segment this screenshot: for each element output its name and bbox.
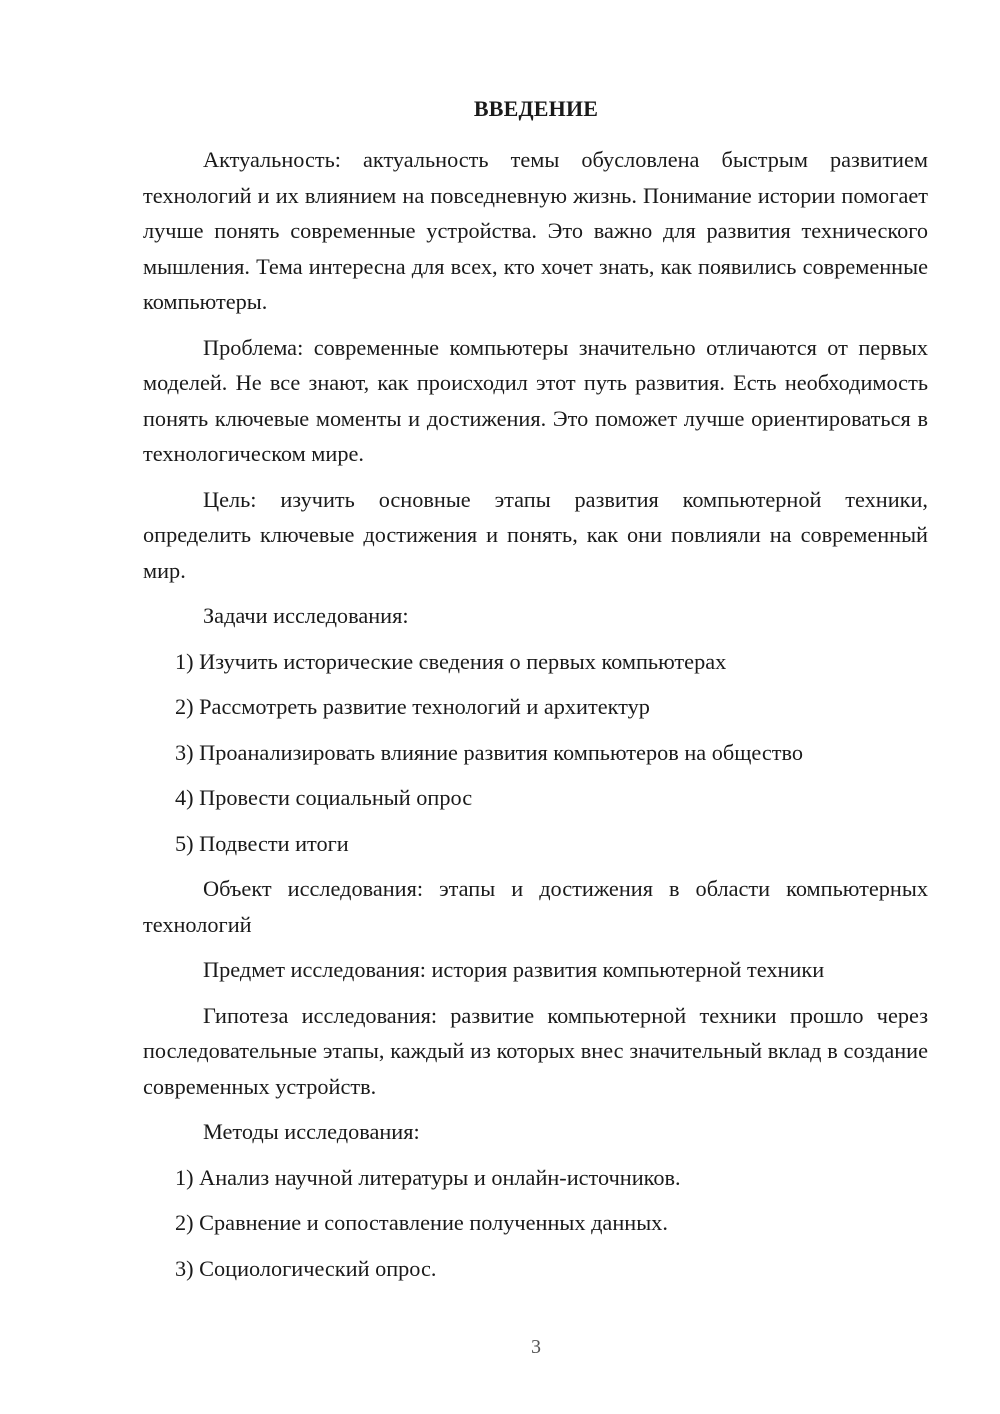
page-number: 3 (531, 1336, 541, 1358)
hypothesis-paragraph: Гипотеза исследования: развитие компьютерной техники прошло через последовательные этапы, каждый из которых внес значительный вклад в создание современных устройств. (143, 1002, 928, 1099)
task-item-3: 3) Проанализировать влияние развития компьютеров на общество (175, 739, 804, 765)
tasks-heading: Задачи исследования: (203, 603, 409, 628)
method-item-1: 1) Анализ научной литературы и онлайн-источников. (175, 1164, 681, 1190)
goal-paragraph: Цель: изучить основные этапы развития компьютерной техники, определить ключевые достижения и понять, как они повлияли на современный мир. (143, 486, 928, 583)
task-item-1: 1) Изучить исторические сведения о первых компьютерах (175, 648, 727, 674)
object-paragraph: Объект исследования: этапы и достижения в области компьютерных технологий (143, 876, 928, 937)
method-item-2: 2) Сравнение и сопоставление полученных данных. (175, 1210, 668, 1235)
relevance-paragraph: Актуальность: актуальность темы обусловлена быстрым развитием технологий и их влиянием на повседневную жизнь. Понимание истории помогает лучше понять современные устройства. Это важно для развития технического мышления. Тема интересна для всех, кто хочет знать, как появились современные компьютеры. (143, 147, 928, 314)
task-item-2: 2) Рассмотреть развитие технологий и архитектур (175, 694, 650, 719)
page-title: ВВЕДЕНИЕ (473, 96, 599, 121)
problem-paragraph: Проблема: современные компьютеры значительно отличаются от первых моделей. Не все знают, как происходил этот путь развития. Есть необходимость понять ключевые моменты и достижения. Это поможет лучше ориентироваться в технологическом мире. (143, 334, 928, 466)
task-item-4: 4) Провести социальный опрос (175, 785, 473, 810)
task-item-5: 5) Подвести итоги (175, 830, 349, 856)
document-body (143, 142, 928, 1296)
method-item-3: 3) Социологический опрос. (175, 1255, 437, 1281)
methods-heading: Методы исследования: (203, 1119, 420, 1144)
subject-paragraph: Предмет исследования: история развития компьютерной техники (203, 957, 825, 982)
